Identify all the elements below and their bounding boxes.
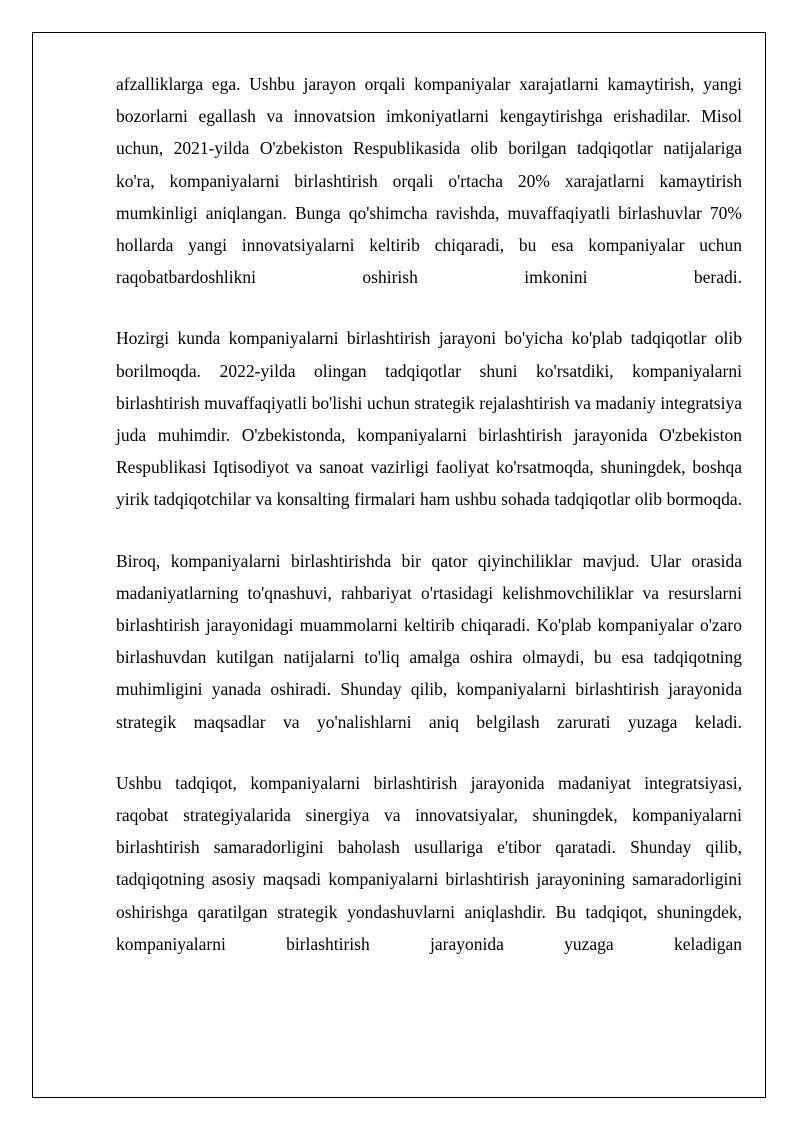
paragraph-3: Biroq, kompaniyalarni birlashtirishda bir qator qiyinchiliklar mavjud. Ular orasida madaniyatlarning to'qnashuvi, rahbariyat o'rtasidagi kelishmovchiliklar va resurslarni birlashtirish jarayonidagi muammolarni keltirib chiqaradi. Ko'plab kompaniyalar o'zaro birlashuvdan kutilgan natijalarni to'liq amalga oshira olmaydi, bu esa tadqiqotning muhimligini yanada oshiradi. Shunday qilib, kompaniyalarni birlashtirish jarayonida strategik maqsadlar va yo'nalishlarni aniq belgilash zarurati yuzaga keladi. bbox=[116, 550, 742, 732]
paragraph-4: Ushbu tadqiqot, kompaniyalarni birlashtirish jarayonida madaniyat integratsiyasi, raqobat strategiyalarida sinergiya va innovatsiyalar, shuningdek, kompaniyalarni birlashtirish samaradorligini baholash usullariga e'tibor qaratadi. Shunday qilib, tadqiqotning asosiy maqsadi kompaniyalarni birlashtirish jarayonining samaradorligini oshirishga qaratilgan strategik yondashuvlarni aniqlashdir. Bu tadqiqot, shuningdek, kompaniyalarni birlashtirish jarayonida yuzaga keladigan bbox=[116, 772, 742, 954]
document-body bbox=[116, 68, 742, 960]
paragraph-2: Hozirgi kunda kompaniyalarni birlashtirish jarayoni bo'yicha ko'plab tadqiqotlar olib borilmoqda. 2022-yilda olingan tadqiqotlar shuni ko'rsatdiki, kompaniyalarni birlashtirish muvaffaqiyatli bo'lishi uchun strategik rejalashtirish va madaniy integratsiya juda muhimdir. O'zbekistonda, kompaniyalarni birlashtirish jarayonida O'zbekiston Respublikasi Iqtisodiyot va sanoat vazirligi faoliyat ko'rsatmoqda, shuningdek, boshqa yirik tadqiqotchilar va konsalting firmalari ham ushbu sohada tadqiqotlar olib bormoqda. bbox=[116, 328, 742, 510]
paragraph-1: afzalliklarga ega. Ushbu jarayon orqali kompaniyalar xarajatlarni kamaytirish, yangi bozorlarni egallash va innovatsion imkoniyatlarni kengaytirishga erishadilar. Misol uchun, 2021-yilda O'zbekiston Respublikasida olib borilgan tadqiqotlar natijalariga ko'ra, kompaniyalarni birlashtirish orqali o'rtacha 20% xarajatlarni kamaytirish mumkinligi aniqlangan. Bunga qo'shimcha ravishda, muvaffaqiyatli birlashuvlar 70% hollarda yangi innovatsiyalarni keltirib chiqaradi, bu esa kompaniyalar uchun raqobatbardoshlikni oshirish imkonini beradi. bbox=[116, 74, 742, 288]
